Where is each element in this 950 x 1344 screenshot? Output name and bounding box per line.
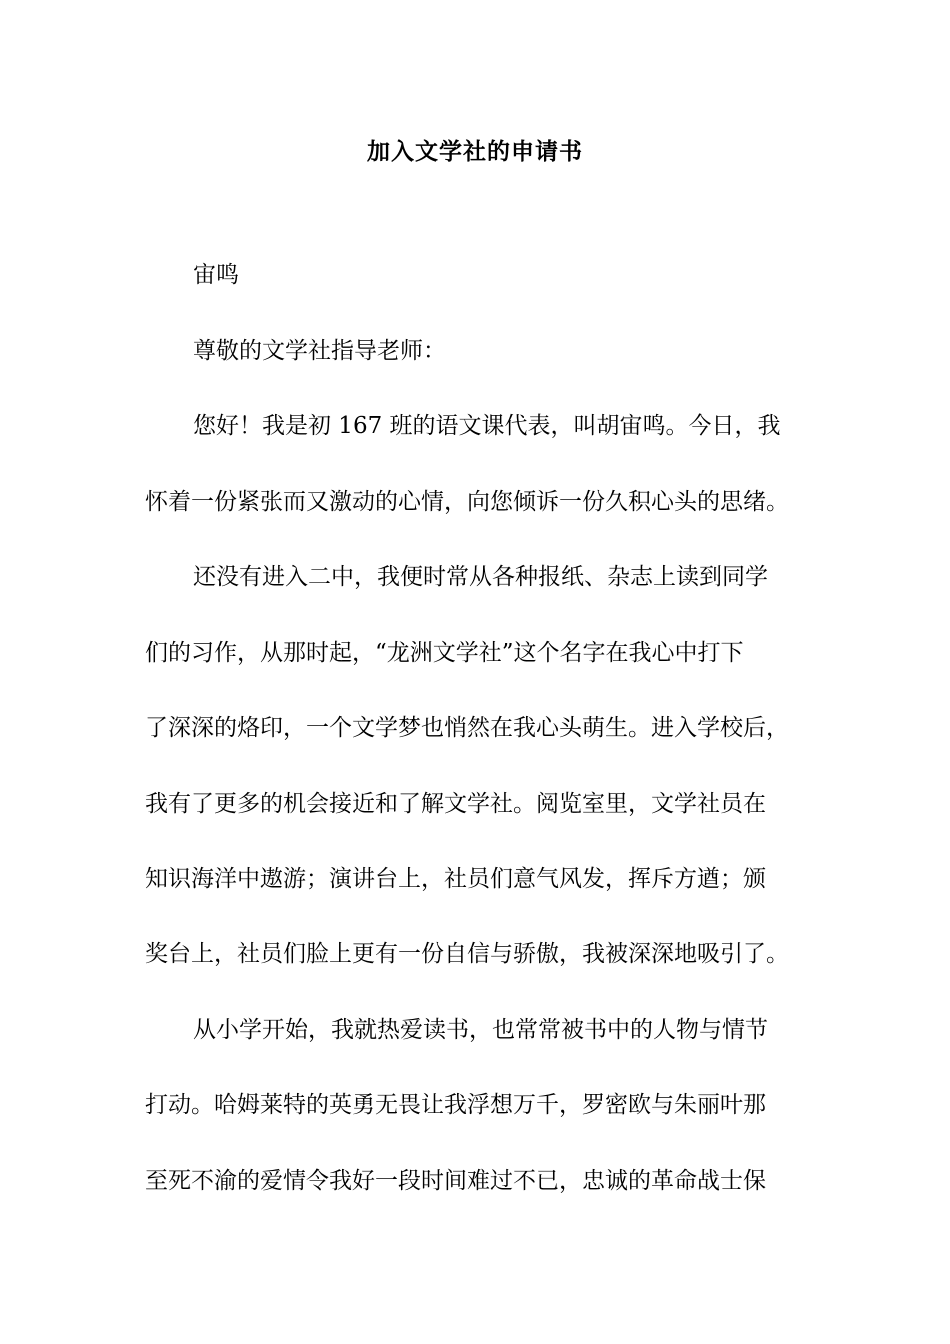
document-title: 加入文学社的申请书 — [367, 138, 583, 165]
paragraph-line: 奖台上，社员们脸上更有一份自信与骄傲，我被深深地吸引了。 — [145, 941, 789, 967]
paragraph-line: 从小学开始，我就热爱读书，也常常被书中的人物与情节 — [193, 1017, 768, 1043]
paragraph-line: 了深深的烙印，一个文学梦也悄然在我心头萌生。进入学校后， — [145, 715, 789, 741]
paragraph-line: 打动。哈姆莱特的英勇无畏让我浮想万千，罗密欧与朱丽叶那 — [145, 1092, 766, 1118]
paragraph-line: 怀着一份紧张而又激动的心情，向您倾诉一份久积心头的思绪。 — [145, 489, 789, 515]
salutation: 尊敬的文学社指导老师： — [193, 338, 446, 364]
paragraph-line: 我有了更多的机会接近和了解文学社。阅览室里，文学社员在 — [145, 791, 766, 817]
author-name: 宙鸣 — [193, 262, 239, 288]
paragraph-line: 至死不渝的爱情令我好一段时间难过不已，忠诚的革命战士保 — [145, 1168, 766, 1194]
paragraph-line: 知识海洋中遨游；演讲台上，社员们意气风发，挥斥方遒；颁 — [145, 866, 766, 892]
paragraph-line: 们的习作，从那时起，“龙洲文学社”这个名字在我心中打下 — [145, 640, 744, 666]
paragraph-line: 还没有进入二中，我便时常从各种报纸、杂志上读到同学 — [193, 564, 768, 590]
paragraph-line: 您好！我是初 167 班的语文课代表，叫胡宙鸣。今日，我 — [193, 413, 781, 439]
